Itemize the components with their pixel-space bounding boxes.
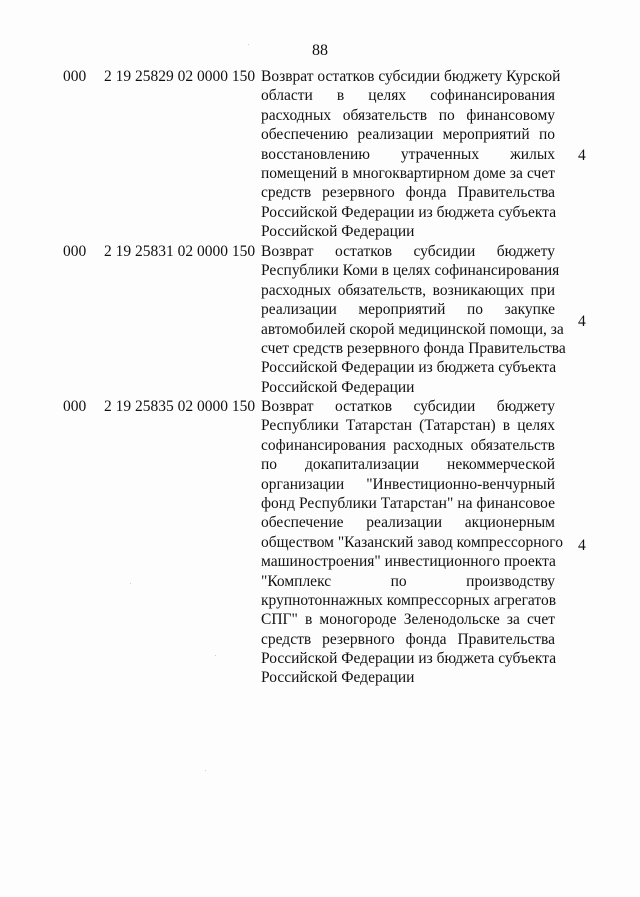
description-line: помещений в многоквартирном доме за счет [261,164,555,182]
description-line: расходных обязательств по финансовому [261,106,555,124]
page-number: 88 [312,42,328,59]
description-line: фонд Республики Татарстан" на финансовое [261,494,555,512]
amount-value: 4 [578,537,586,554]
description-line: Возврат остатков субсидии бюджету [261,243,555,260]
admin-code: 000 [63,398,87,415]
budget-classification-code: 2 19 25829 02 0000 150 [104,68,256,85]
row-description [261,67,561,242]
amount-value: 4 [578,147,586,164]
description-line: Возврат остатков субсидии бюджету Курской [261,68,561,85]
description-line: средств резервного фонда Правительства [261,184,555,202]
budget-classification-code: 2 19 25831 02 0000 150 [104,243,256,260]
description-line: обеспечению реализации мероприятий по [261,126,555,144]
scan-speck [130,583,131,584]
description-line: организации "Инвестиционно-венчурный [261,475,555,493]
description-line: расходных обязательств, возникающих при [261,281,555,299]
description-line: Российской Федерации [261,669,415,687]
description-line: счет средств резервного фонда Правительства [261,339,566,357]
description-line: восстановлению утраченных жилых [261,145,555,163]
description-line: софинансирования расходных обязательств [261,436,555,454]
description-line: Российской Федерации [261,223,415,241]
table-row [0,242,640,397]
row-description [261,242,566,397]
description-line: по докапитализации некоммерческой [261,456,555,474]
admin-code: 000 [63,243,87,260]
row-description [261,397,563,688]
description-line: Российской Федерации из бюджета субъекта [261,650,557,668]
description-line: "Комплекс по производству [261,572,555,590]
description-line: Российской Федерации [261,378,415,396]
description-line: Возврат остатков субсидии бюджету [261,398,555,415]
table-row [0,397,640,689]
description-line: области в целях софинансирования [261,87,555,105]
description-line: Российской Федерации из бюджета субъекта [261,359,557,377]
description-line: средств резервного фонда Правительства [261,630,555,648]
description-line: реализации мероприятий по закупке [261,301,555,319]
scan-speck [215,655,216,656]
description-line: СПГ" в моногороде Зеленодольске за счет [261,611,555,629]
amount-value: 4 [578,313,586,330]
description-line: крупнотоннажных компрессорных агрегатов [261,591,557,609]
admin-code: 000 [63,68,87,85]
table-row [0,67,640,242]
description-line: обществом "Казанский завод компрессорного [261,533,563,551]
description-line: Республики Татарстан (Татарстан) в целях [261,417,555,435]
scan-speck [205,770,206,771]
budget-classification-code: 2 19 25835 02 0000 150 [104,398,256,415]
description-line: Республики Коми в целях софинансирования [261,262,560,280]
description-line: обеспечение реализации акционерным [261,514,555,532]
description-line: Российской Федерации из бюджета субъекта [261,203,557,221]
description-line: машиностроения" инвестиционного проекта [261,553,556,571]
description-line: автомобилей скорой медицинской помощи, за [261,320,564,338]
scan-speck [248,44,249,45]
